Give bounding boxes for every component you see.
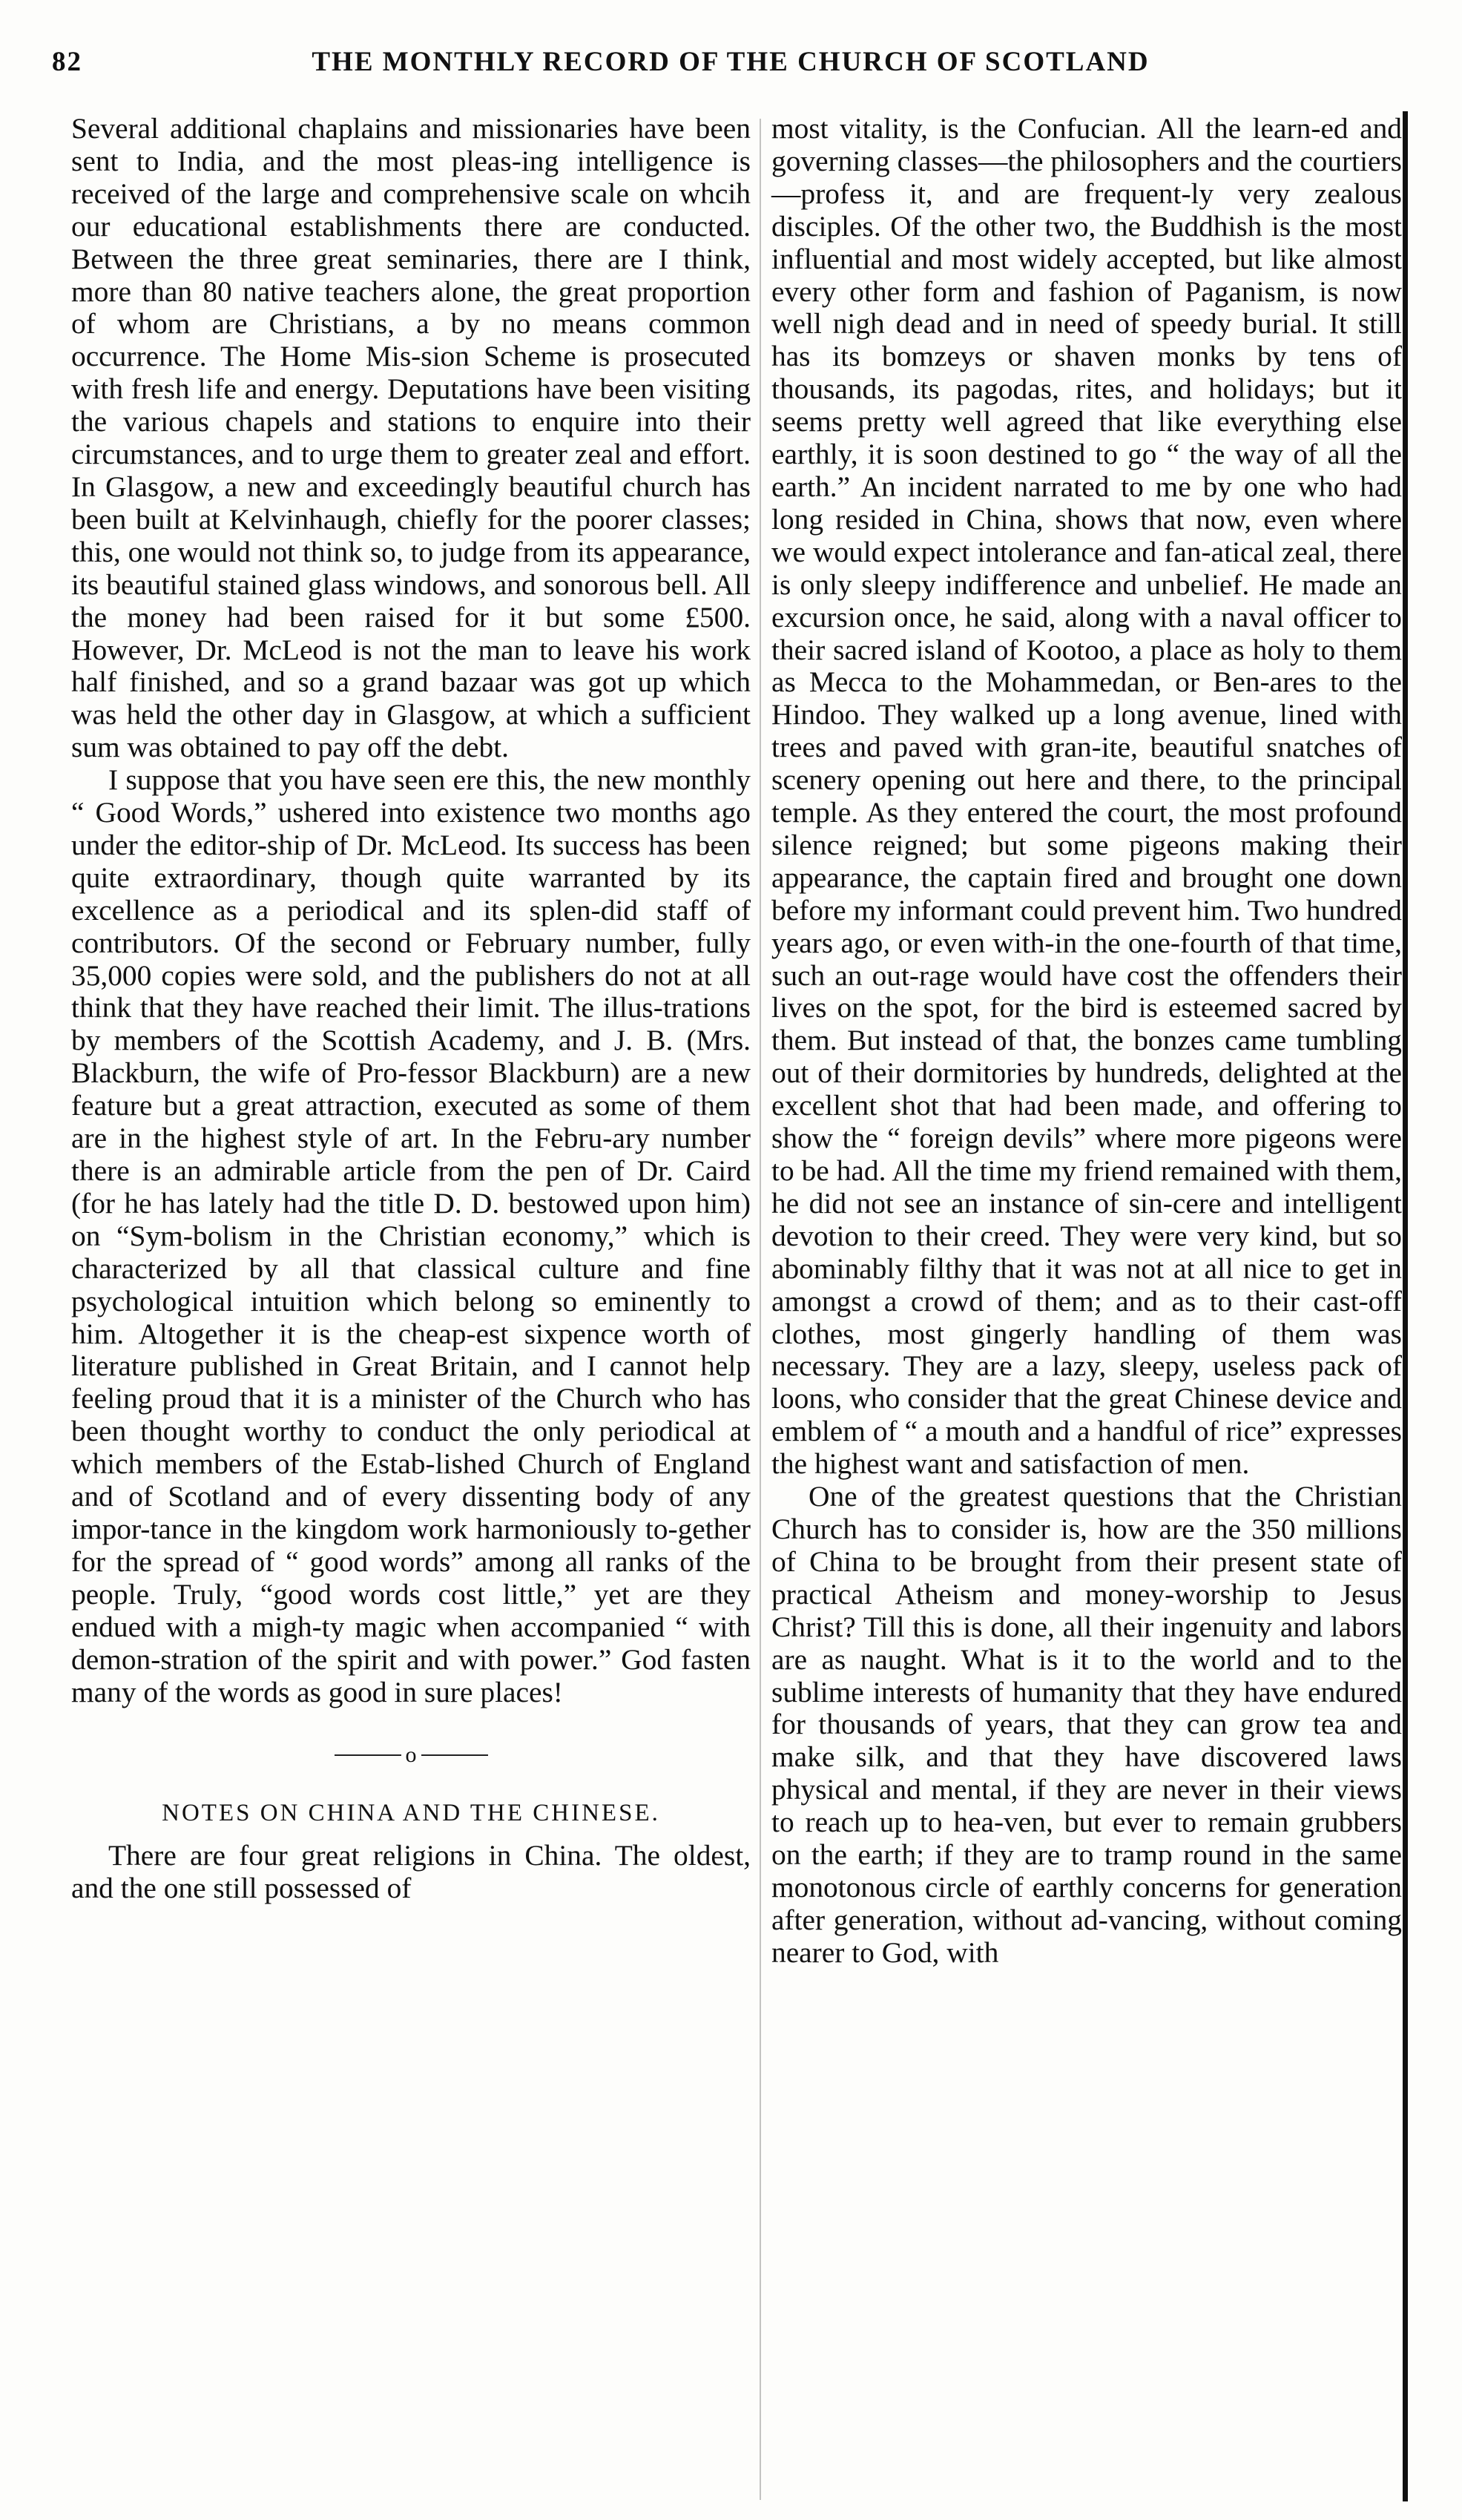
- running-head: [52, 46, 1409, 91]
- left-paragraph-1: Several additional chaplains and missionaries have been sent to India, and the most pleas-ing intelligence is received of the large and comprehensive scale on whcih our educational establishments there are conducted. Between the three great seminaries, there are I think, more than 80 native teachers alone, the great proportion of whom are Christians, a by no means common occurrence. The Home Mis-sion Scheme is prosecuted with fresh life and energy. Deputations have been visiting the various chapels and stations to enquire into their circumstances, and to urge them to greater zeal and effort. In Glasgow, a new and exceedingly beautiful church has been built at Kelvinhaugh, chiefly for the poorer classes; this, one would not think so, to judge from its appearance, its beautiful stained glass windows, and sonorous bell. All the money had been raised for it but some £500. However, Dr. McLeod is not the man to leave his work half finished, and so a grand bazaar was got up which was held the other day in Glasgow, at which a sufficient sum was obtained to pay off the debt.: [71, 112, 751, 764]
- divider-mark: o: [405, 1742, 417, 1767]
- journal-title: THE MONTHLY RECORD OF THE CHURCH OF SCOTLAND: [312, 47, 1150, 77]
- divider-line-right: [421, 1754, 488, 1756]
- right-column: [771, 113, 1402, 1970]
- right-paragraph-2: One of the greatest questions that the Christian Church has to consider is, how are the 350 millions of China to be brought from their present state of practical Atheism and money-worship to Jesus Christ? Till this is done, all their ingenuity and labors are as naught. What is it to the world and to the sublime interests of humanity that they have endured for thousands of years, that they can grow tea and make silk, and that they have discovered laws physical and mental, if they are never in their views to reach up to hea-ven, but ever to remain grubbers on the earth; if they are to tramp round in the same monotonous circle of earthly concerns for generation after generation, without ad-vancing, without coming nearer to God, with: [771, 1480, 1402, 1969]
- section-divider: [71, 1742, 751, 1766]
- left-paragraph-2: I suppose that you have seen ere this, the new monthly “ Good Words,” ushered into existence two months ago under the editor-ship of Dr. McLeod. Its success has been quite extraordinary, though quite warranted by its excellence as a periodical and its splen-did staff of contributors. Of the second or February number, fully 35,000 copies were sold, and the publishers do not at all think that they have reached their limit. The illus-trations by members of the Scottish Academy, and J. B. (Mrs. Blackburn, the wife of Pro-fessor Blackburn) are a new feature but a great attraction, executed as some of them are in the highest style of art. In the Febru-ary number there is an admirable article from the pen of Dr. Caird (for he has lately had the title D. D. bestowed upon him) on “Sym-bolism in the Christian economy,” which is characterized by all that classical culture and fine psychological intuition which belong so eminently to him. Altogether it is the cheap-est sixpence worth of literature published in Great Britain, and I cannot help feeling proud that it is a minister of the Church who has been thought worthy to conduct the only periodical at which members of the Estab-lished Church of England and of Scotland and of every dissenting body of any impor-tance in the kingdom work harmoniously to-gether for the spread of “ good words” among all ranks of the people. Truly, “good words cost little,” yet are they endued with a migh-ty magic when accompanied “ with demon-stration of the spirit and with power.” God fasten many of the words as good in sure places!: [71, 763, 751, 1708]
- right-paragraph-1: most vitality, is the Confucian. All the learn-ed and governing classes—the philosophers and the courtiers—profess it, and are frequent-ly very zealous disciples. Of the other two, the Buddhish is the most influential and most widely accepted, but like almost every other form and fashion of Paganism, is now well nigh dead and in need of speedy burial. It still has its bomzeys or shaven monks by tens of thousands, its pagodas, rites, and holidays; but it seems pretty well agreed that like everything else earthly, it is soon destined to go “ the way of all the earth.” An incident narrated to me by one who had long resided in China, shows that now, even where we would expect intolerance and fan-atical zeal, there is only sleepy indifference and unbelief. He made an excursion once, he said, along with a naval officer to their sacred island of Kootoo, a place as holy to them as Mecca to the Mohammedan, or Ben-ares to the Hindoo. They walked up a long avenue, lined with trees and paved with gran-ite, beautiful snatches of scenery opening out here and there, to the principal temple. As they entered the court, the most profound silence reigned; but some pigeons making their appearance, the captain fired and brought one down before my informant could prevent him. Two hundred years ago, or even with-in the one-fourth of that time, such an out-rage would have cost the offenders their lives on the spot, for the bird is esteemed sacred by them. But instead of that, the bonzes came tumbling out of their dormitories by hundreds, delighted at the excellent shot that had been made, and offering to show the “ foreign devils” where more pigeons were to be had. All the time my friend remained with them, he did not see an instance of sin-cere and intelligent devotion to their creed. They were very kind, but so abominably filthy that it was not at all nice to get in amongst a crowd of them; and as to their cast-off clothes, most gingerly handling of them was necessary. They are a lazy, sleepy, useless pack of loons, who consider that the great Chinese device and emblem of “ a mouth and a handful of rice” expresses the highest want and satisfaction of men.: [771, 112, 1402, 1481]
- left-paragraph-3: There are four great religions in China. The oldest, and the one still possessed of: [71, 1839, 751, 1905]
- divider-line-left: [335, 1754, 401, 1756]
- left-column: [71, 113, 751, 1905]
- page-edge-shadow: [1403, 111, 1408, 2501]
- column-divider: [760, 119, 761, 2500]
- section-heading: NOTES ON CHINA AND THE CHINESE.: [162, 1799, 660, 1826]
- page-number: 82: [52, 47, 82, 77]
